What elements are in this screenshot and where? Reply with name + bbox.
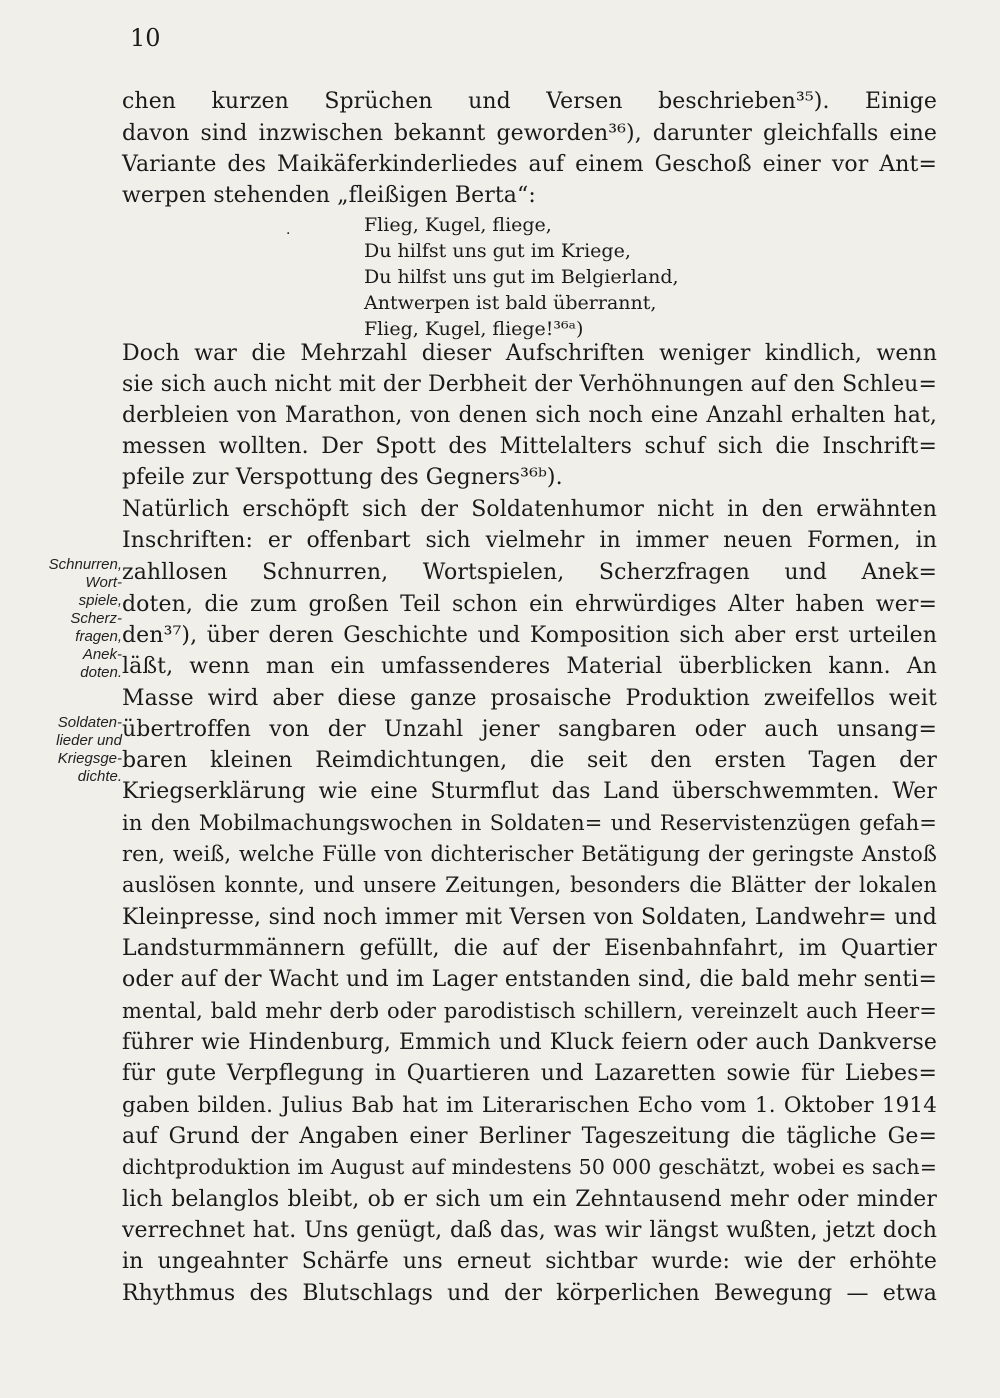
text-line: Natürlich erschöpft sich der Soldatenhumor nicht in den erwähnten [122,497,937,522]
page-number: 10 [130,24,161,52]
text-line: Kriegserklärung wie eine Sturmflut das Land überschwemmten. Wer [122,779,937,804]
text-line: sie sich auch nicht mit der Derbheit der Verhöhnungen auf den Schleu= [122,372,937,397]
margin-note-line: spiele, [78,592,122,609]
text-line: Landsturmmännern gefüllt, die auf der Eisenbahnfahrt, im Quartier [122,936,937,961]
verse-line: Antwerpen ist bald überrannt, [364,292,657,314]
margin-note-line: Wort- [85,574,122,591]
margin-note-schnurren [18,556,122,682]
verse-line: Du hilfst uns gut im Kriege, [364,240,631,262]
text-line: läßt, wenn man ein umfassenderes Material überblicken kann. An [122,654,937,679]
text-line: Variante des Maikäferkinderliedes auf einem Geschoß einer vor Ant= [122,152,937,177]
text-line: den³⁷), über deren Geschichte und Komposition sich aber erst urteilen [122,623,937,648]
text-line: werpen stehenden „fleißigen Berta“: [122,183,536,208]
text-line: führer wie Hindenburg, Emmich und Kluck feiern oder auch Dankverse [122,1030,937,1055]
text-line: mental, bald mehr derb oder parodistisch schillern, vereinzelt auch Heer= [122,999,937,1023]
margin-note-line: dichte. [77,768,122,785]
text-line: übertroffen von der Unzahl jener sangbaren oder auch unsang= [122,717,937,742]
text-line: Doch war die Mehrzahl dieser Aufschriften weniger kindlich, wenn [122,341,937,366]
text-line: Inschriften: er offenbart sich vielmehr in immer neuen Formen, in [122,528,937,553]
text-line: ren, weiß, welche Fülle von dichterischer Betätigung der geringste Anstoß [122,842,937,866]
text-line: verrechnet hat. Uns genügt, daß das, was wir längst wußten, jetzt doch [122,1218,937,1243]
text-line: Rhythmus des Blutschlags und der körperlichen Bewegung — etwa [122,1281,937,1306]
text-line: pfeile zur Verspottung des Gegners³⁶ᵇ). [122,465,563,490]
margin-note-line: fragen, [75,628,122,645]
verse-line: Flieg, Kugel, fliege, [364,214,552,236]
text-line: messen wollten. Der Spott des Mittelalters schuf sich die Inschrift= [122,434,937,459]
text-line: in den Mobilmachungswochen in Soldaten= und Reservistenzügen gefah= [122,811,937,835]
text-line: auf Grund der Angaben einer Berliner Tageszeitung die tägliche Ge= [122,1124,937,1149]
margin-note-line: Anek- [82,646,122,663]
margin-note-line: Scherz- [70,610,122,627]
text-line: lich belanglos bleibt, ob er sich um ein Zehntausend mehr oder minder [122,1187,937,1212]
margin-note-line: lieder und [56,732,122,749]
verse-line: Du hilfst uns gut im Belgierland, [364,266,679,288]
text-line: doten, die zum großen Teil schon ein ehrwürdiges Alter haben wer= [122,592,937,617]
verse-line: Flieg, Kugel, fliege!³⁶ᵃ) [364,318,584,340]
text-line: chen kurzen Sprüchen und Versen beschrieben³⁵). Einige [122,89,937,114]
margin-note-line: Kriegsge- [57,750,122,767]
bullet-mark: · [286,226,291,242]
text-line: oder auf der Wacht und im Lager entstanden sind, die bald mehr senti= [122,967,937,992]
text-line: gaben bilden. Julius Bab hat im Literarischen Echo vom 1. Oktober 1914 [122,1093,937,1118]
text-line: in ungeahnter Schärfe uns erneut sichtbar wurde: wie der erhöhte [122,1249,937,1274]
margin-note-line: doten. [80,664,122,681]
margin-note-soldatenlieder [18,714,122,786]
text-line: Masse wird aber diese ganze prosaische Produktion zweifellos weit [122,686,937,711]
text-line: Kleinpresse, sind noch immer mit Versen von Soldaten, Landwehr= und [122,905,937,930]
text-line: dichtproduktion im August auf mindestens 50 000 geschätzt, wobei es sach= [122,1155,937,1179]
margin-note-line: Schnurren, [48,556,122,573]
text-line: für gute Verpflegung in Quartieren und Lazaretten sowie für Liebes= [122,1061,937,1086]
text-line: baren kleinen Reimdichtungen, die seit den ersten Tagen der [122,748,937,773]
text-line: auslösen konnte, und unsere Zeitungen, besonders die Blätter der lokalen [122,873,937,897]
text-line: derbleien von Marathon, von denen sich noch eine Anzahl erhalten hat, [122,403,937,428]
margin-note-line: Soldaten- [57,714,122,731]
text-line: zahllosen Schnurren, Wortspielen, Scherzfragen und Anek= [122,560,937,585]
text-line: davon sind inzwischen bekannt geworden³⁶), darunter gleichfalls eine [122,121,937,146]
